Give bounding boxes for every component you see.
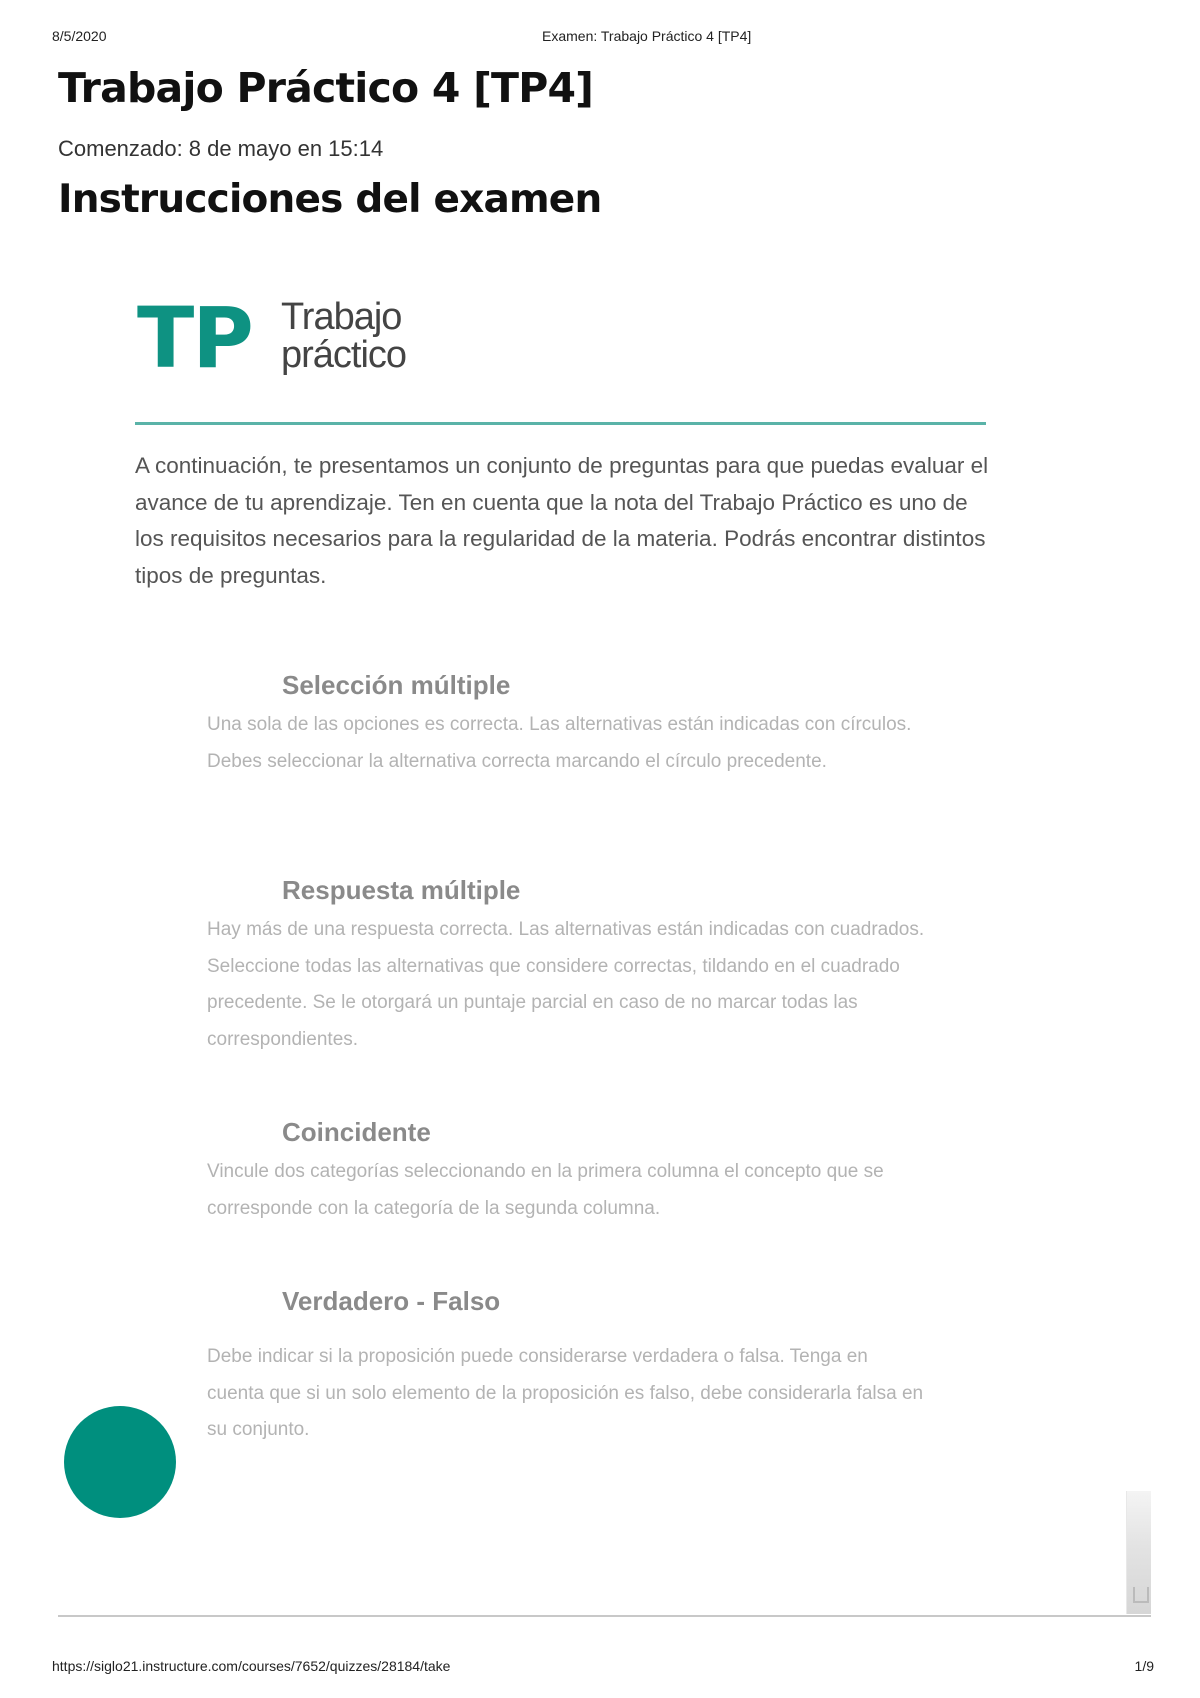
question-type-matching	[207, 1117, 927, 1227]
question-type-description: Vincule dos categorías seleccionando en la primera columna el concepto que se corresponde con la categoría de la segunda columna.	[207, 1161, 884, 1219]
question-type-title: Verdadero - Falso	[282, 1286, 501, 1316]
tp-logo-line2: práctico	[281, 334, 407, 376]
page-number: 1/9	[1134, 1658, 1154, 1674]
intro-paragraph: A continuación, te presentamos un conjunto de preguntas para que puedas evaluar el avance de tu aprendizaje. Ten en cuenta que la nota del Trabajo Práctico es uno de los requisitos necesarios para la regularidad de la materia. Podrás encontrar distintos tipos de preguntas.	[135, 453, 989, 588]
question-type-description: Una sola de las opciones es correcta. Las alternativas están indicadas con círculos. Debes seleccionar la alternativa correcta marcando el círculo precedente.	[207, 714, 912, 772]
print-footer	[52, 1658, 1154, 1678]
started-label: Comenzado:	[58, 136, 183, 161]
print-doc-title: Examen: Trabajo Práctico 4 [TP4]	[542, 28, 752, 44]
page-url: https://siglo21.instructure.com/courses/7652/quizzes/28184/take	[52, 1658, 451, 1674]
question-type-multiple-choice	[207, 670, 927, 780]
tp-logo-text	[281, 298, 406, 374]
tp-logo-mark: TP	[137, 289, 252, 387]
started-value: 8 de mayo en 15:14	[188, 136, 384, 161]
print-date: 8/5/2020	[52, 28, 107, 44]
question-type-description: Debe indicar si la proposición puede considerarse verdadera o falsa. Tenga en cuenta que si un solo elemento de la proposición es falso, debe considerarla falsa en su conjunto.	[207, 1346, 924, 1440]
question-type-title: Respuesta múltiple	[282, 875, 521, 905]
started-info	[58, 136, 389, 162]
question-type-title: Coincidente	[282, 1117, 431, 1147]
tp-logo-line1: Trabajo	[281, 296, 402, 338]
question-type-title: Selección múltiple	[282, 670, 511, 700]
tp-logo	[137, 289, 437, 387]
print-header	[52, 28, 1148, 48]
question-type-true-false	[207, 1286, 927, 1449]
decorative-circle	[64, 1406, 176, 1518]
instructions-heading: Instrucciones del examen	[58, 177, 602, 222]
scroll-thumbnail[interactable]	[1126, 1491, 1151, 1614]
bottom-divider	[58, 1615, 1151, 1617]
teal-divider	[135, 422, 986, 425]
question-type-multiple-answer	[207, 875, 927, 1058]
question-type-description: Hay más de una respuesta correcta. Las alternativas están indicadas con cuadrados. Seleccione todas las alternativas que considere correctas, tildando en el cuadrado precedente. Se le otorgará un puntaje parcial en caso de no marcar todas las correspondientes.	[207, 919, 925, 1050]
page-title: Trabajo Práctico 4 [TP4]	[58, 64, 594, 112]
